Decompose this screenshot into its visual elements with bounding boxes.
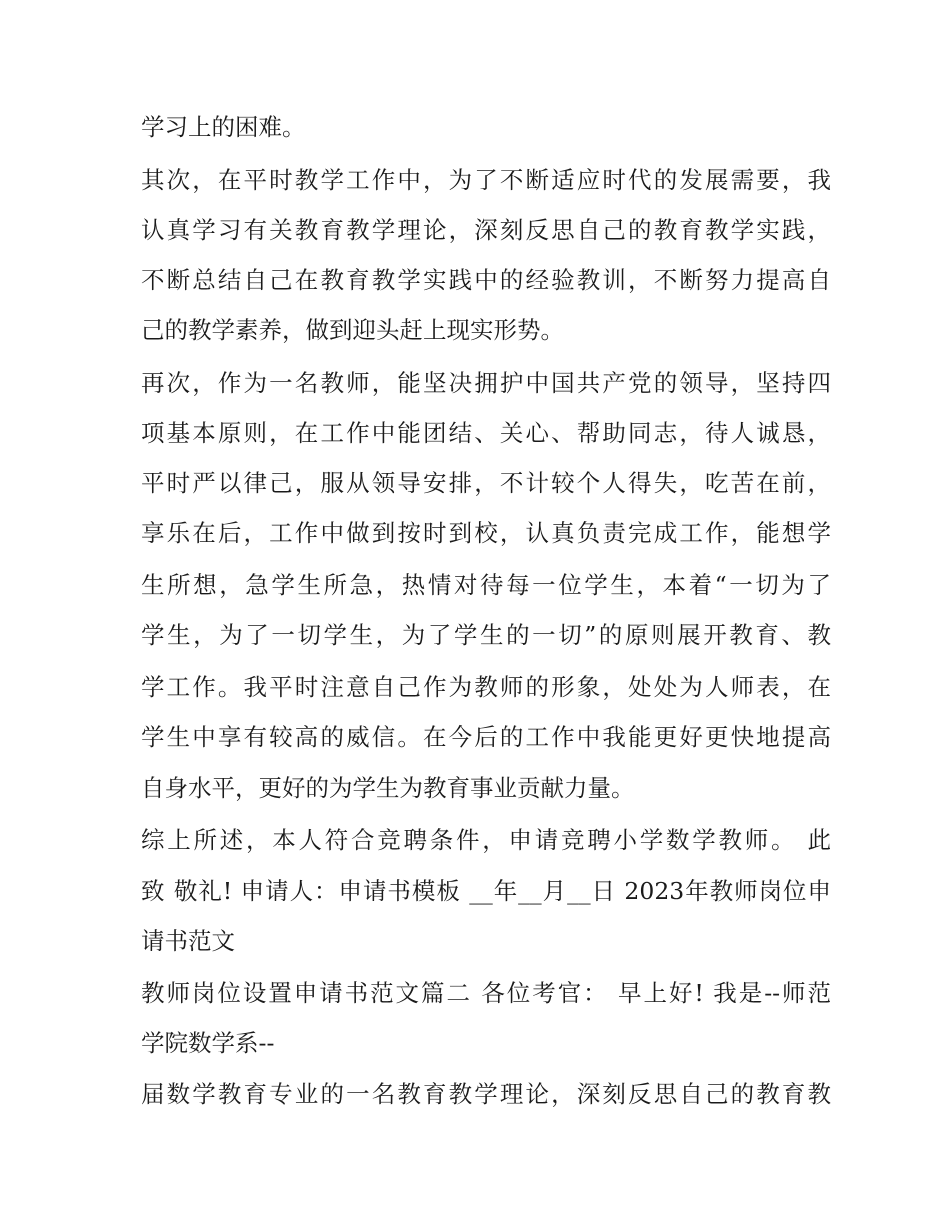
text-line: 其次，在平时教学工作中，为了不断适应时代的发展需要，我: [141, 166, 831, 194]
text-line: 学工作。我平时注意自己作为教师的形象，处处为人师表，在: [141, 673, 831, 701]
text-line: 请书范文: [141, 927, 235, 955]
text-line: 学院数学系--: [141, 1029, 275, 1057]
text-line: 不断总结自己在教育教学实践中的经验教训，不断努力提高自: [141, 266, 831, 294]
text-line: 届数学教育专业的一名教育教学理论，深刻反思自己的教育教: [141, 1080, 831, 1108]
text-line: 综上所述，本人符合竞聘条件，申请竞聘小学数学教师。 此: [141, 826, 831, 854]
text-line: 致 敬礼! 申请人：申请书模板 __年__月__日 2023年教师岗位申: [141, 877, 831, 905]
text-line: 认真学习有关教育教学理论，深刻反思自己的教育教学实践，: [141, 216, 831, 244]
text-line: 生所想，急学生所急，热情对待每一位学生，本着“一切为了: [141, 571, 831, 599]
text-line: 项基本原则，在工作中能团结、关心、帮助同志，待人诚恳，: [141, 419, 831, 447]
text-line: 再次，作为一名教师，能坚决拥护中国共产党的领导，坚持四: [141, 369, 831, 397]
text-line: 学习上的困难。: [141, 113, 306, 141]
text-line: 学生，为了一切学生，为了学生的一切”的原则展开教育、教: [141, 621, 831, 649]
text-line: 学生中享有较高的威信。在今后的工作中我能更好更快地提高: [141, 723, 831, 751]
text-line: 平时严以律己，服从领导安排，不计较个人得失，吃苦在前，: [141, 469, 831, 497]
text-line: 享乐在后，工作中做到按时到校，认真负责完成工作，能想学: [141, 519, 831, 547]
text-line: 自身水平，更好的为学生为教育事业贡献力量。: [141, 774, 635, 802]
text-line: 己的教学素养，做到迎头赶上现实形势。: [141, 316, 564, 344]
text-line: 教师岗位设置申请书范文篇二 各位考官： 早上好! 我是--师范: [141, 979, 831, 1007]
